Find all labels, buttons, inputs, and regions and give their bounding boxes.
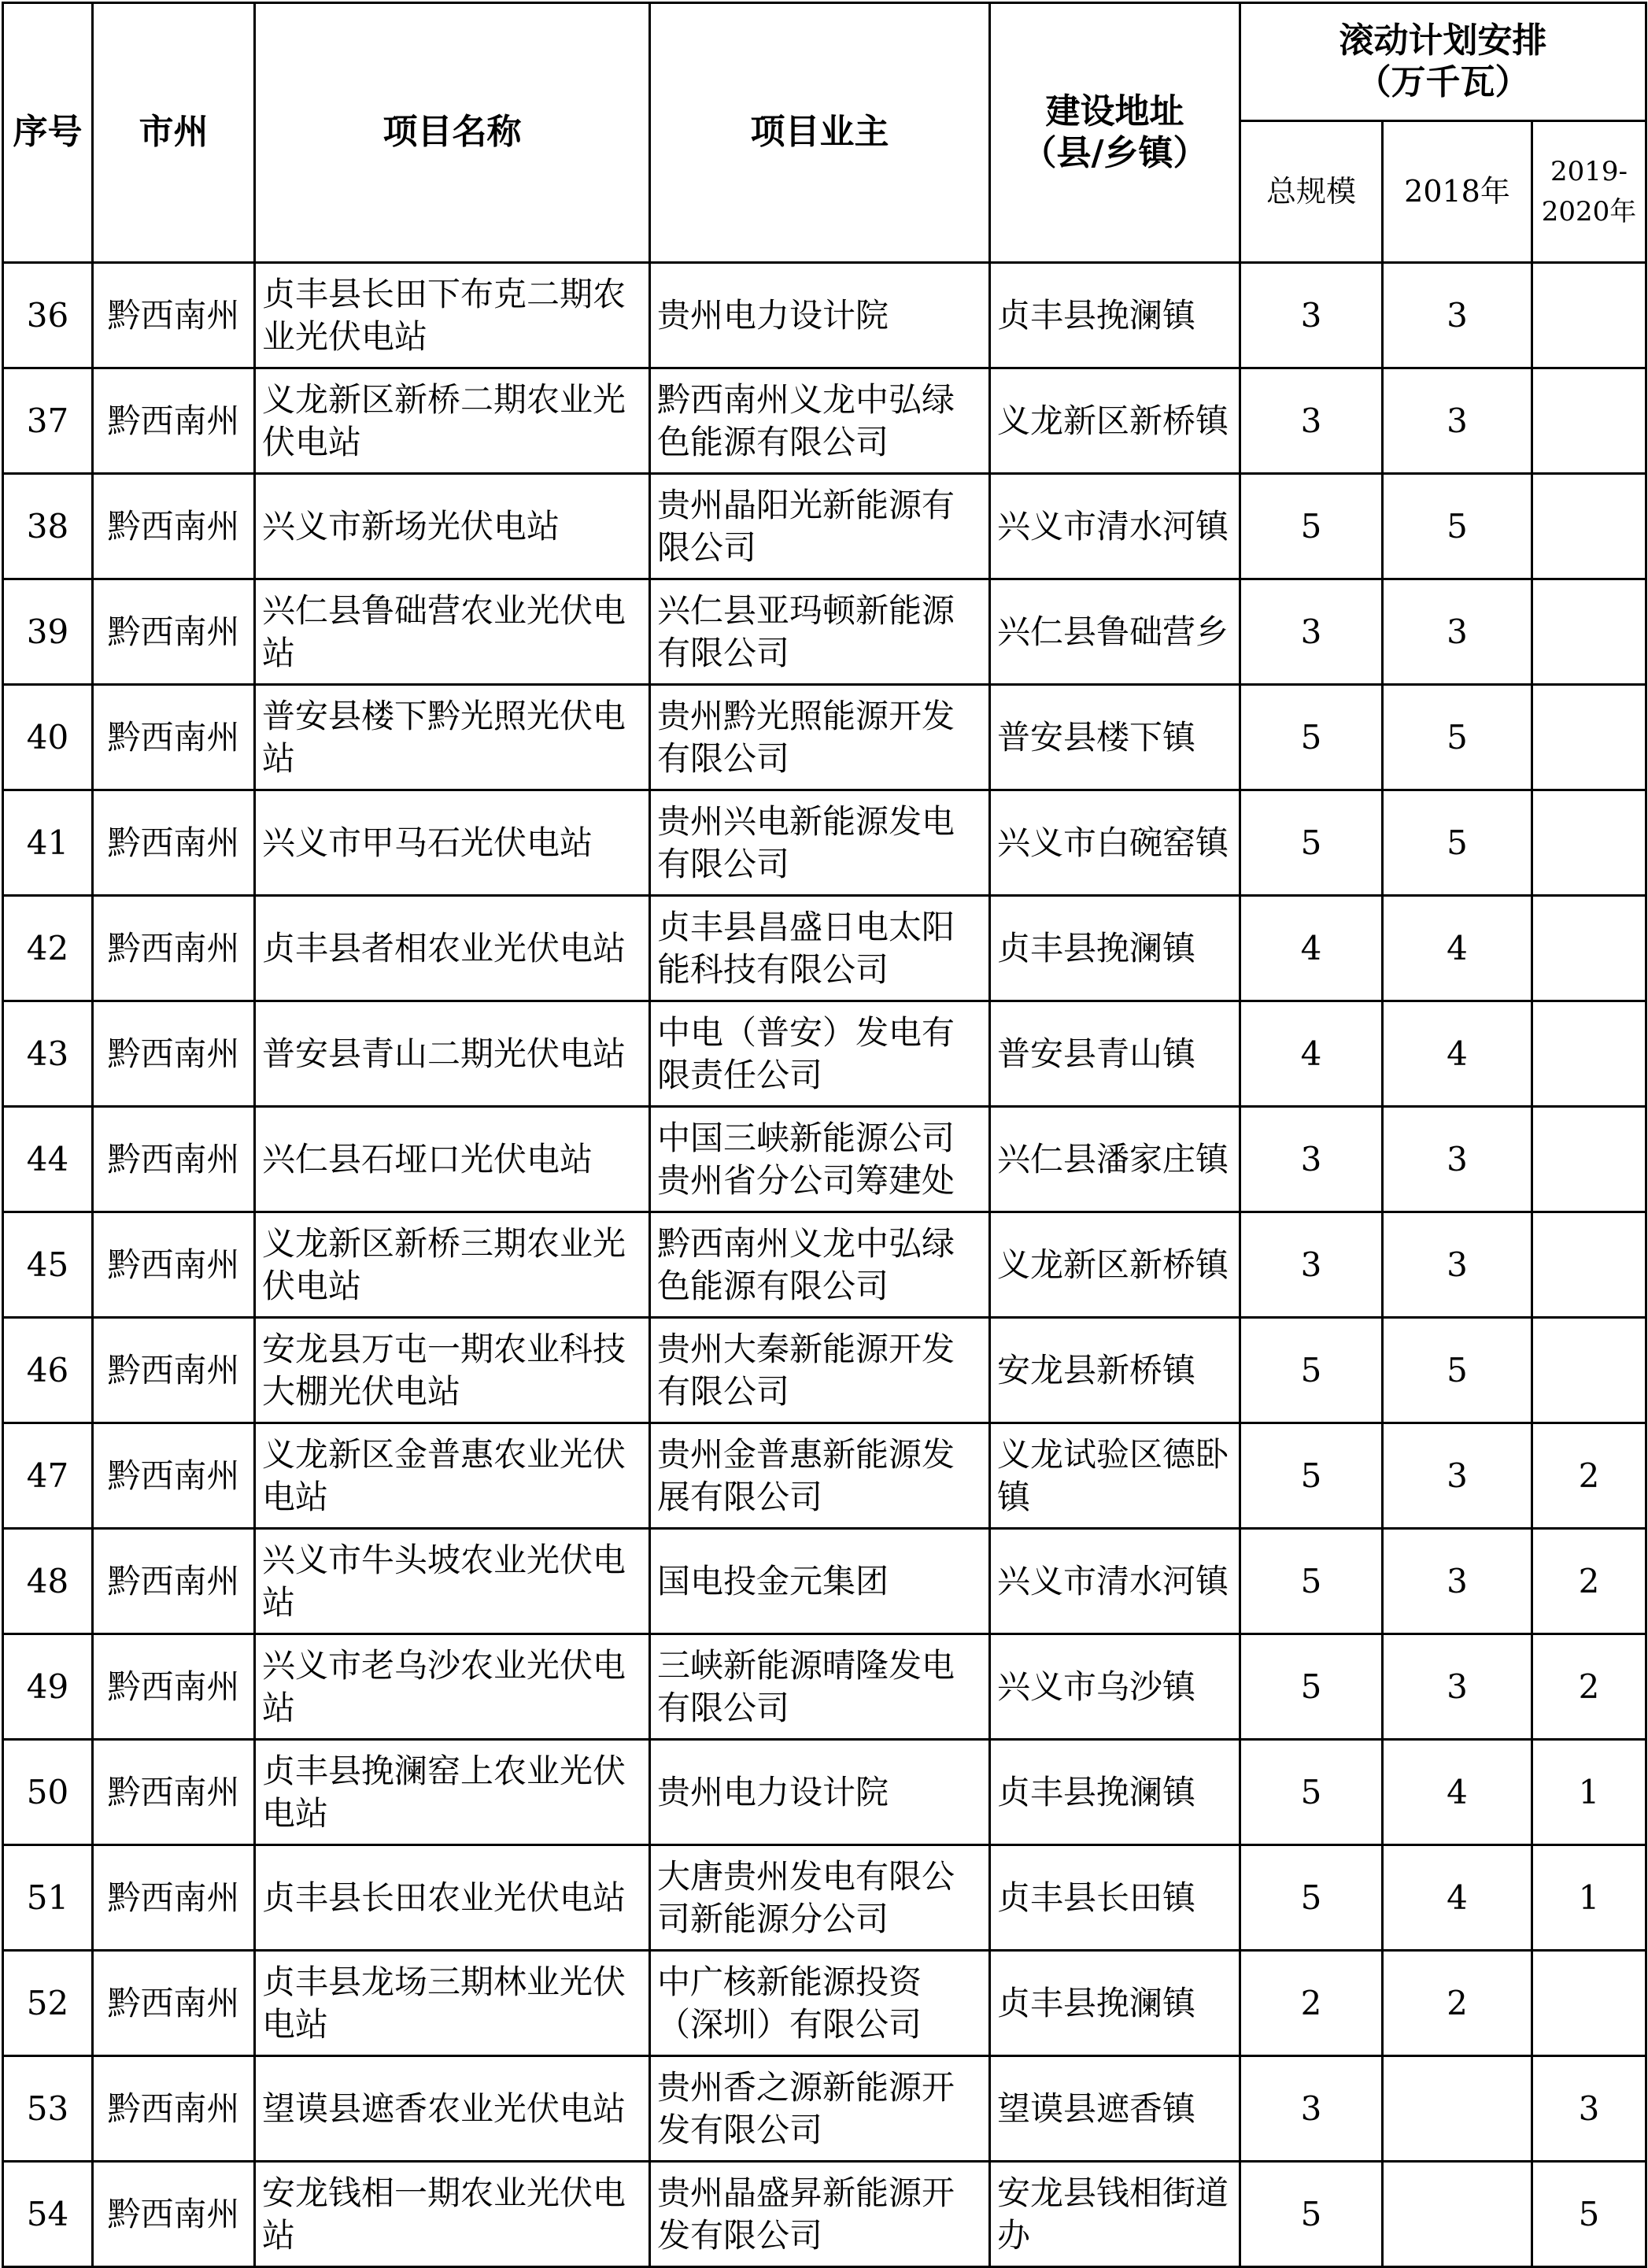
cell-2019-2020 (1532, 263, 1646, 368)
cell-seq: 53 (3, 2056, 93, 2162)
cell-location: 贞丰县长田镇 (990, 1845, 1240, 1951)
table-row (3, 1845, 1646, 1951)
cell-2019-2020 (1532, 685, 1646, 790)
cell-owner: 贵州黔光照能源开发有限公司 (650, 685, 990, 790)
cell-project-name: 贞丰县者相农业光伏电站 (255, 896, 650, 1001)
cell-owner: 大唐贵州发电有限公司新能源分公司 (650, 1845, 990, 1951)
table-row (3, 1318, 1646, 1423)
cell-project-name: 兴义市老乌沙农业光伏电站 (255, 1634, 650, 1740)
cell-owner: 贵州晶阳光新能源有限公司 (650, 474, 990, 579)
cell-project-name: 义龙新区金普惠农业光伏电站 (255, 1423, 650, 1529)
cell-location: 义龙新区新桥镇 (990, 1212, 1240, 1318)
cell-2019-2020: 1 (1532, 1740, 1646, 1845)
cell-seq: 41 (3, 790, 93, 896)
cell-2018: 3 (1383, 1634, 1532, 1740)
table-row (3, 1423, 1646, 1529)
cell-location: 兴仁县鲁础营乡 (990, 579, 1240, 685)
cell-location: 义龙试验区德卧镇 (990, 1423, 1240, 1529)
cell-owner: 中广核新能源投资（深圳）有限公司 (650, 1951, 990, 2056)
header-location (990, 3, 1240, 263)
table-row (3, 474, 1646, 579)
cell-2019-2020 (1532, 474, 1646, 579)
table-row (3, 368, 1646, 474)
cell-owner: 贵州晶盛昇新能源开发有限公司 (650, 2162, 990, 2267)
cell-city: 黔西南州 (93, 1107, 255, 1212)
cell-owner: 中国三峡新能源公司贵州省分公司筹建处 (650, 1107, 990, 1212)
cell-total: 3 (1240, 579, 1383, 685)
cell-project-name: 贞丰县长田下布克二期农业光伏电站 (255, 263, 650, 368)
cell-2019-2020 (1532, 1212, 1646, 1318)
cell-2019-2020 (1532, 368, 1646, 474)
cell-total: 5 (1240, 1529, 1383, 1634)
cell-location: 义龙新区新桥镇 (990, 368, 1240, 474)
cell-city: 黔西南州 (93, 896, 255, 1001)
cell-owner: 国电投金元集团 (650, 1529, 990, 1634)
project-table (2, 2, 1647, 2268)
cell-owner: 兴仁县亚玛顿新能源有限公司 (650, 579, 990, 685)
header-row-1 (3, 3, 1646, 121)
table-row (3, 2056, 1646, 2162)
cell-2019-2020: 2 (1532, 1423, 1646, 1529)
cell-location: 望谟县遮香镇 (990, 2056, 1240, 2162)
cell-2019-2020: 2 (1532, 1529, 1646, 1634)
cell-city: 黔西南州 (93, 1634, 255, 1740)
header-2019-line1: 2019- (1550, 155, 1628, 187)
table-row (3, 579, 1646, 685)
cell-2019-2020 (1532, 1001, 1646, 1107)
header-plan-line2: （万千瓦） (1356, 61, 1530, 102)
cell-2018: 4 (1383, 1740, 1532, 1845)
table-row (3, 1529, 1646, 1634)
cell-2018: 3 (1383, 1212, 1532, 1318)
cell-owner: 贵州兴电新能源发电有限公司 (650, 790, 990, 896)
cell-2019-2020: 5 (1532, 2162, 1646, 2267)
cell-2018: 3 (1383, 1107, 1532, 1212)
table-row (3, 1001, 1646, 1107)
cell-owner: 三峡新能源晴隆发电有限公司 (650, 1634, 990, 1740)
cell-owner: 贵州电力设计院 (650, 1740, 990, 1845)
cell-2019-2020 (1532, 1318, 1646, 1423)
cell-2019-2020: 2 (1532, 1634, 1646, 1740)
cell-2018: 3 (1383, 263, 1532, 368)
cell-2019-2020: 3 (1532, 2056, 1646, 2162)
cell-2019-2020 (1532, 1107, 1646, 1212)
table-row (3, 1107, 1646, 1212)
table-row (3, 1634, 1646, 1740)
cell-location: 安龙县新桥镇 (990, 1318, 1240, 1423)
cell-owner: 贵州香之源新能源开发有限公司 (650, 2056, 990, 2162)
cell-project-name: 普安县楼下黔光照光伏电站 (255, 685, 650, 790)
cell-seq: 51 (3, 1845, 93, 1951)
cell-city: 黔西南州 (93, 579, 255, 685)
cell-owner: 中电（普安）发电有限责任公司 (650, 1001, 990, 1107)
header-owner: 项目业主 (650, 3, 990, 263)
cell-location: 兴义市乌沙镇 (990, 1634, 1240, 1740)
cell-seq: 44 (3, 1107, 93, 1212)
cell-owner: 贵州金普惠新能源发展有限公司 (650, 1423, 990, 1529)
cell-project-name: 安龙钱相一期农业光伏电站 (255, 2162, 650, 2267)
cell-project-name: 义龙新区新桥二期农业光伏电站 (255, 368, 650, 474)
header-project-name: 项目名称 (255, 3, 650, 263)
cell-project-name: 兴义市新场光伏电站 (255, 474, 650, 579)
cell-city: 黔西南州 (93, 1423, 255, 1529)
cell-owner: 贵州大秦新能源开发有限公司 (650, 1318, 990, 1423)
cell-total: 5 (1240, 1423, 1383, 1529)
cell-2018: 5 (1383, 474, 1532, 579)
cell-project-name: 兴仁县鲁础营农业光伏电站 (255, 579, 650, 685)
cell-seq: 47 (3, 1423, 93, 1529)
cell-2018: 2 (1383, 1951, 1532, 2056)
cell-owner: 贵州电力设计院 (650, 263, 990, 368)
header-2019-line2: 2020年 (1541, 195, 1637, 228)
cell-location: 贞丰县挽澜镇 (990, 1951, 1240, 2056)
cell-owner: 贞丰县昌盛日电太阳能科技有限公司 (650, 896, 990, 1001)
cell-seq: 36 (3, 263, 93, 368)
cell-total: 5 (1240, 1740, 1383, 1845)
table-row (3, 263, 1646, 368)
cell-project-name: 普安县青山二期光伏电站 (255, 1001, 650, 1107)
cell-total: 4 (1240, 1001, 1383, 1107)
table-body (3, 263, 1646, 2267)
cell-project-name: 贞丰县龙场三期林业光伏电站 (255, 1951, 650, 2056)
cell-project-name: 望谟县遮香农业光伏电站 (255, 2056, 650, 2162)
cell-total: 3 (1240, 2056, 1383, 2162)
cell-seq: 50 (3, 1740, 93, 1845)
cell-total: 3 (1240, 1212, 1383, 1318)
table-row (3, 2162, 1646, 2267)
cell-city: 黔西南州 (93, 685, 255, 790)
cell-seq: 37 (3, 368, 93, 474)
cell-city: 黔西南州 (93, 1951, 255, 2056)
cell-2018 (1383, 2162, 1532, 2267)
cell-city: 黔西南州 (93, 368, 255, 474)
cell-seq: 43 (3, 1001, 93, 1107)
cell-city: 黔西南州 (93, 790, 255, 896)
header-2018: 2018年 (1383, 121, 1532, 263)
cell-total: 5 (1240, 1318, 1383, 1423)
cell-city: 黔西南州 (93, 263, 255, 368)
cell-2018 (1383, 2056, 1532, 2162)
cell-total: 5 (1240, 474, 1383, 579)
cell-seq: 45 (3, 1212, 93, 1318)
cell-location: 贞丰县挽澜镇 (990, 263, 1240, 368)
cell-city: 黔西南州 (93, 2056, 255, 2162)
cell-owner: 黔西南州义龙中弘绿色能源有限公司 (650, 1212, 990, 1318)
cell-location: 普安县楼下镇 (990, 685, 1240, 790)
cell-2019-2020 (1532, 790, 1646, 896)
cell-location: 安龙县钱相街道办 (990, 2162, 1240, 2267)
header-city: 市州 (93, 3, 255, 263)
cell-project-name: 兴义市甲马石光伏电站 (255, 790, 650, 896)
cell-2018: 3 (1383, 368, 1532, 474)
header-plan (1240, 3, 1646, 121)
cell-project-name: 贞丰县挽澜窑上农业光伏电站 (255, 1740, 650, 1845)
cell-total: 5 (1240, 1845, 1383, 1951)
cell-2019-2020 (1532, 896, 1646, 1001)
cell-seq: 52 (3, 1951, 93, 2056)
cell-project-name: 兴仁县石垭口光伏电站 (255, 1107, 650, 1212)
cell-project-name: 安龙县万屯一期农业科技大棚光伏电站 (255, 1318, 650, 1423)
cell-seq: 40 (3, 685, 93, 790)
cell-location: 兴义市清水河镇 (990, 474, 1240, 579)
cell-location: 贞丰县挽澜镇 (990, 1740, 1240, 1845)
cell-city: 黔西南州 (93, 474, 255, 579)
cell-2018: 4 (1383, 896, 1532, 1001)
table-row (3, 896, 1646, 1001)
header-seq: 序号 (3, 3, 93, 263)
cell-2019-2020 (1532, 1951, 1646, 2056)
table-row (3, 790, 1646, 896)
cell-city: 黔西南州 (93, 1318, 255, 1423)
table-row (3, 1951, 1646, 2056)
cell-project-name: 贞丰县长田农业光伏电站 (255, 1845, 650, 1951)
table-row (3, 1740, 1646, 1845)
table-row (3, 685, 1646, 790)
cell-location: 贞丰县挽澜镇 (990, 896, 1240, 1001)
cell-location: 兴义市清水河镇 (990, 1529, 1240, 1634)
cell-total: 3 (1240, 263, 1383, 368)
header-total: 总规模 (1240, 121, 1383, 263)
cell-total: 4 (1240, 896, 1383, 1001)
cell-project-name: 义龙新区新桥三期农业光伏电站 (255, 1212, 650, 1318)
cell-2019-2020: 1 (1532, 1845, 1646, 1951)
header-location-line2: （县/乡镇） (1022, 132, 1208, 173)
cell-seq: 54 (3, 2162, 93, 2267)
cell-city: 黔西南州 (93, 1740, 255, 1845)
cell-location: 普安县青山镇 (990, 1001, 1240, 1107)
cell-location: 兴仁县潘家庄镇 (990, 1107, 1240, 1212)
cell-seq: 49 (3, 1634, 93, 1740)
header-2019-2020 (1532, 121, 1646, 263)
cell-2018: 3 (1383, 579, 1532, 685)
cell-2018: 3 (1383, 1423, 1532, 1529)
cell-location: 兴义市白碗窑镇 (990, 790, 1240, 896)
cell-city: 黔西南州 (93, 2162, 255, 2267)
cell-seq: 39 (3, 579, 93, 685)
cell-city: 黔西南州 (93, 1001, 255, 1107)
cell-2018: 4 (1383, 1845, 1532, 1951)
cell-city: 黔西南州 (93, 1845, 255, 1951)
cell-total: 3 (1240, 1107, 1383, 1212)
cell-total: 5 (1240, 790, 1383, 896)
cell-seq: 48 (3, 1529, 93, 1634)
header-plan-line1: 滚动计划安排 (1339, 20, 1547, 61)
cell-owner: 黔西南州义龙中弘绿色能源有限公司 (650, 368, 990, 474)
cell-2019-2020 (1532, 579, 1646, 685)
cell-2018: 3 (1383, 1529, 1532, 1634)
cell-project-name: 兴义市牛头坡农业光伏电站 (255, 1529, 650, 1634)
cell-2018: 5 (1383, 685, 1532, 790)
cell-seq: 38 (3, 474, 93, 579)
cell-2018: 5 (1383, 790, 1532, 896)
cell-seq: 46 (3, 1318, 93, 1423)
cell-total: 5 (1240, 2162, 1383, 2267)
cell-total: 5 (1240, 1634, 1383, 1740)
header-location-line1: 建设地址 (1045, 91, 1184, 131)
cell-city: 黔西南州 (93, 1212, 255, 1318)
cell-total: 5 (1240, 685, 1383, 790)
cell-city: 黔西南州 (93, 1529, 255, 1634)
cell-total: 2 (1240, 1951, 1383, 2056)
cell-total: 3 (1240, 368, 1383, 474)
table-row (3, 1212, 1646, 1318)
cell-2018: 4 (1383, 1001, 1532, 1107)
cell-2018: 5 (1383, 1318, 1532, 1423)
cell-seq: 42 (3, 896, 93, 1001)
